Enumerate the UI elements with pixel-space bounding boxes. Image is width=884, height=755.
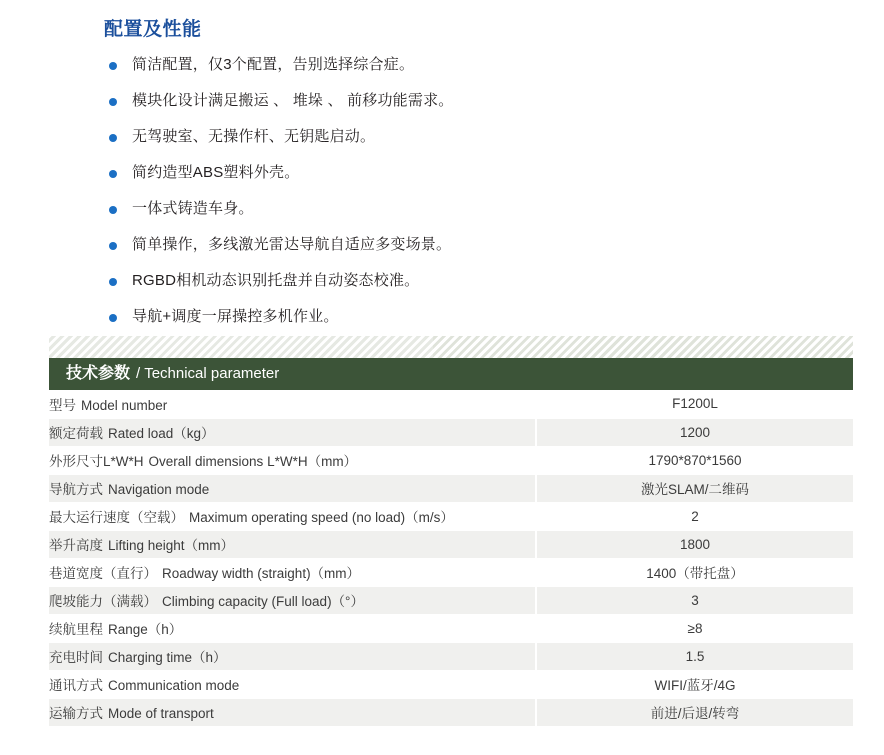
bullet-icon	[109, 62, 117, 70]
bullet-icon	[109, 314, 117, 322]
bullet-icon	[109, 242, 117, 250]
feature-text: 简洁配置，仅3个配置，告别选择综合症。	[132, 56, 415, 73]
list-item	[104, 93, 864, 108]
spec-header-separator: /	[136, 365, 141, 382]
spec-table	[49, 390, 853, 727]
spec-header-zh: 技术参数	[66, 365, 131, 382]
table-row	[49, 698, 853, 726]
spec-value-cell: WIFI/蓝牙/4G	[536, 670, 853, 698]
spec-label-cell	[49, 642, 536, 670]
bullet-icon	[109, 278, 117, 286]
table-row	[49, 390, 853, 418]
spec-label-zh: 导航方式	[49, 482, 103, 497]
spec-label-zh: 充电时间	[49, 650, 103, 665]
list-item	[104, 273, 864, 288]
feature-text: 简单操作，多线激光雷达导航自适应多变场景。	[132, 236, 452, 253]
table-row	[49, 418, 853, 446]
spec-value-cell: 2	[536, 502, 853, 530]
spec-value-cell: 1.5	[536, 642, 853, 670]
spec-label-zh: 爬坡能力（满载）	[49, 594, 157, 609]
table-row	[49, 670, 853, 698]
features-section	[104, 14, 864, 345]
table-row	[49, 558, 853, 586]
spec-label-cell	[49, 530, 536, 558]
spec-label-cell	[49, 558, 536, 586]
spec-label-en: Overall dimensions L*W*H（mm）	[148, 454, 358, 469]
spec-label-cell	[49, 474, 536, 502]
spec-label-en: Lifting height（mm）	[108, 538, 235, 553]
spec-label-en: Maximum operating speed (no load)（m/s）	[189, 510, 454, 525]
list-item	[104, 309, 864, 324]
bullet-icon	[109, 170, 117, 178]
spec-label-cell	[49, 586, 536, 614]
feature-text: 简约造型ABS塑料外壳。	[132, 164, 300, 181]
table-row	[49, 502, 853, 530]
spec-label-en: Rated load（kg）	[108, 426, 215, 441]
spec-label-en: Navigation mode	[108, 482, 210, 497]
table-row	[49, 530, 853, 558]
spec-label-zh: 型号	[49, 397, 76, 413]
list-item	[104, 165, 864, 180]
spec-value-cell: 激光SLAM/二维码	[536, 474, 853, 502]
spec-header-en: Technical parameter	[144, 365, 280, 382]
spec-value-cell: 3	[536, 586, 853, 614]
list-item	[104, 237, 864, 252]
bullet-icon	[109, 134, 117, 142]
spec-value-cell: F1200L	[536, 390, 853, 418]
table-row	[49, 474, 853, 502]
spec-label-cell	[49, 614, 536, 642]
spec-value-cell: 1790*870*1560	[536, 446, 853, 474]
table-row	[49, 446, 853, 474]
feature-text: RGBD相机动态识别托盘并自动姿态校准。	[132, 272, 420, 289]
spec-label-en: Range（h）	[108, 622, 183, 637]
spec-label-zh: 额定荷载	[49, 426, 103, 441]
technical-parameter-section	[49, 336, 853, 727]
spec-value-cell: 1800	[536, 530, 853, 558]
spec-value-cell: 1400（带托盘）	[536, 558, 853, 586]
feature-text: 一体式铸造车身。	[132, 200, 254, 217]
spec-label-en: Charging time（h）	[108, 650, 227, 665]
table-row	[49, 642, 853, 670]
spec-label-zh: 外形尺寸L*W*H	[49, 454, 144, 469]
table-row	[49, 614, 853, 642]
feature-text: 模块化设计满足搬运 、 堆垛 、 前移功能需求。	[132, 92, 454, 109]
spec-label-zh: 最大运行速度（空载）	[49, 510, 184, 525]
spec-label-zh: 巷道宽度（直行）	[49, 566, 157, 581]
feature-text: 导航+调度一屏操控多机作业。	[132, 308, 339, 325]
list-item	[104, 57, 864, 72]
list-item	[104, 201, 864, 216]
spec-table-header	[49, 358, 853, 390]
spec-label-cell	[49, 418, 536, 446]
spec-label-zh: 运输方式	[49, 706, 103, 721]
spec-label-en: Communication mode	[108, 678, 240, 693]
spec-label-cell	[49, 502, 536, 530]
bullet-icon	[109, 98, 117, 106]
feature-list	[104, 57, 864, 324]
page-title: 配置及性能	[104, 19, 202, 40]
spec-label-zh: 举升高度	[49, 538, 103, 553]
spec-value-cell: 1200	[536, 418, 853, 446]
feature-text: 无驾驶室、无操作杆、无钥匙启动。	[132, 128, 376, 145]
spec-label-cell	[49, 446, 536, 474]
spec-label-cell	[49, 390, 536, 418]
spec-label-en: Roadway width (straight)（mm）	[162, 566, 361, 581]
spec-label-cell	[49, 698, 536, 726]
spec-label-zh: 续航里程	[49, 622, 103, 637]
decorative-hatch-band	[49, 336, 853, 358]
bullet-icon	[109, 206, 117, 214]
spec-label-zh: 通讯方式	[49, 678, 103, 693]
spec-label-en: Model number	[81, 397, 168, 413]
spec-label-cell	[49, 670, 536, 698]
list-item	[104, 129, 864, 144]
spec-value-cell: ≥8	[536, 614, 853, 642]
spec-label-en: Mode of transport	[108, 706, 214, 721]
spec-label-en: Climbing capacity (Full load)（°）	[162, 594, 364, 609]
spec-value-cell: 前进/后退/转弯	[536, 698, 853, 726]
table-row	[49, 586, 853, 614]
